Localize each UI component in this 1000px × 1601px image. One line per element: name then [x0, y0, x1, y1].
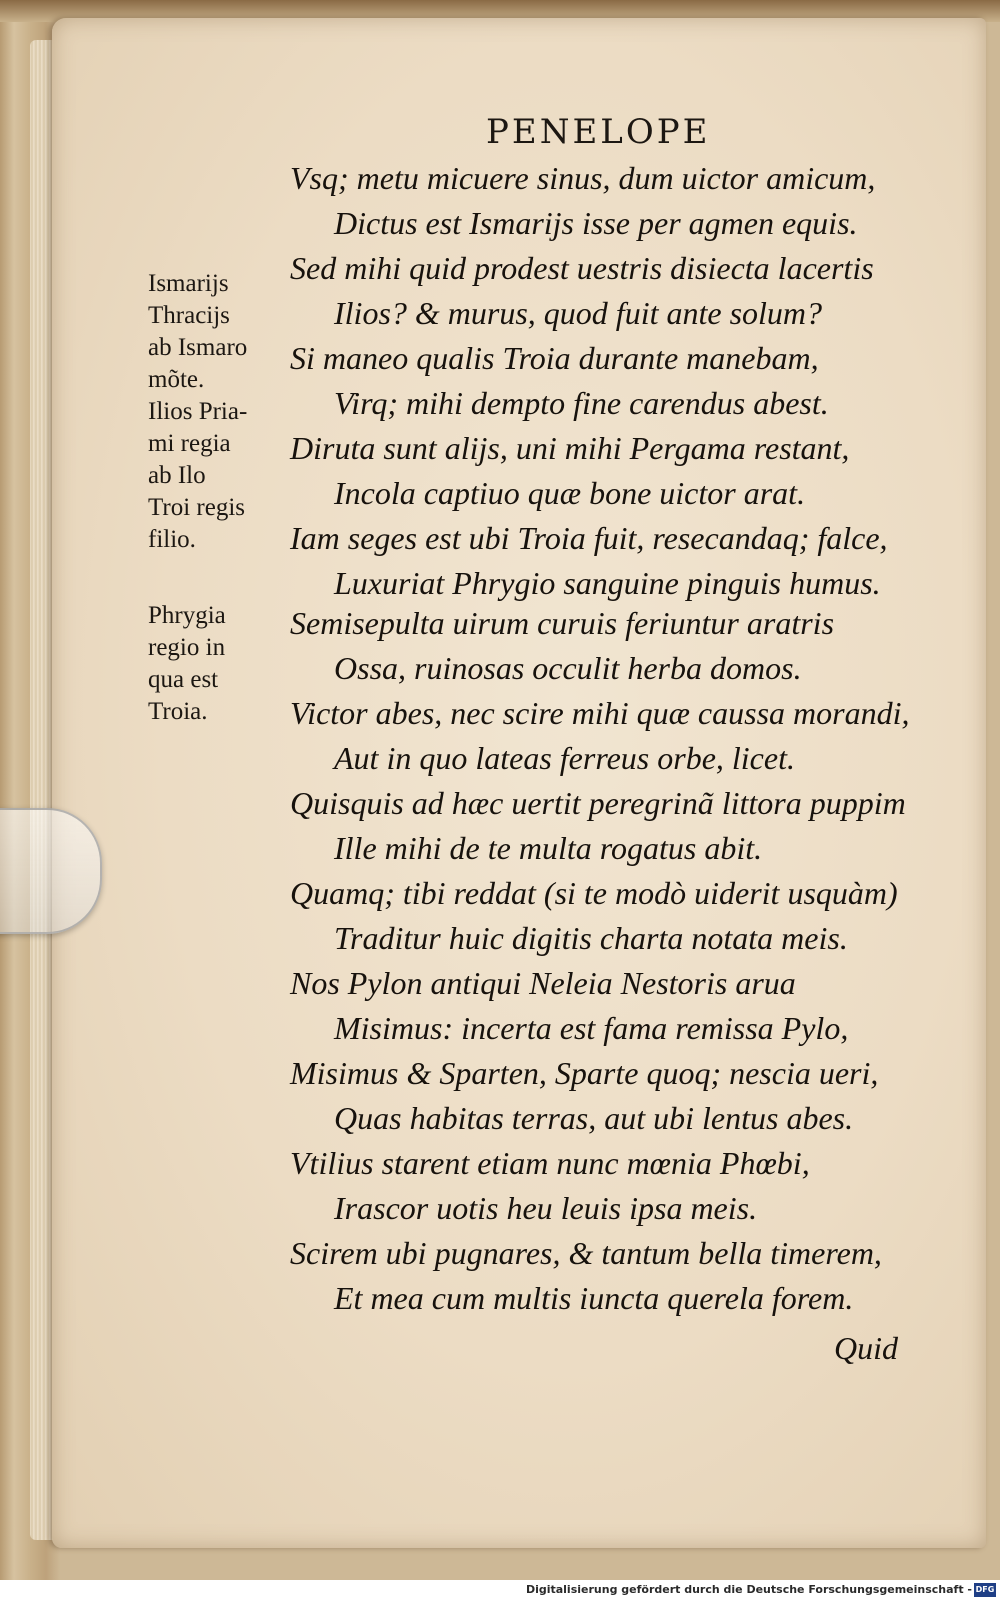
verse-line: Misimus & Sparten, Sparte quoq; nescia ueri,	[290, 1055, 879, 1091]
margin-note-ismarijs	[148, 268, 288, 556]
margin-note-line: ab Ismaro	[148, 334, 248, 361]
verse-line: Ilios? & murus, quod fuit ante solum?	[334, 295, 823, 331]
verse-line: Semisepulta uirum curuis feriuntur aratris	[290, 605, 835, 641]
verse-line: Victor abes, nec scire mihi quæ caussa morandi,	[290, 695, 910, 731]
margin-note-line: filio.	[148, 526, 196, 553]
verse-line: Ille mihi de te multa rogatus abit.	[334, 830, 763, 866]
margin-note-phrygia	[148, 600, 288, 728]
verse-line: Quamq; tibi reddat (si te modò uiderit usquàm)	[290, 875, 898, 911]
verse-line: Vtilius starent etiam nunc mœnia Phœbi,	[290, 1145, 810, 1181]
verse-line: Si maneo qualis Troia durante manebam,	[290, 340, 819, 376]
margin-note-line: mõte.	[148, 366, 205, 393]
verse-line: Diruta sunt alijs, uni mihi Pergama restant,	[290, 430, 850, 466]
verse-line: Traditur huic digitis charta notata meis.	[334, 920, 848, 956]
verse-line: Ossa, ruinosas occulit herba domos.	[334, 650, 802, 686]
dfg-logo-icon: DFG	[974, 1583, 996, 1597]
margin-note-line: Troi regis	[148, 494, 246, 521]
verse-line: Iam seges est ubi Troia fuit, resecandaq; falce,	[290, 520, 888, 556]
verse-line: Irascor uotis heu leuis ipsa meis.	[334, 1190, 758, 1226]
margin-note-line: regio in	[148, 634, 226, 661]
verse-line: Luxuriat Phrygio sanguine pinguis humus.	[334, 565, 881, 601]
verse-line: Dictus est Ismarijs isse per agmen equis.	[334, 205, 858, 241]
verse-line: Virq; mihi dempto fine carendus abest.	[334, 385, 829, 421]
verse-line: Quas habitas terras, aut ubi lentus abes.	[334, 1100, 854, 1136]
margin-note-line: Ilios Pria-	[148, 398, 248, 425]
verse-line: Aut in quo lateas ferreus orbe, licet.	[334, 740, 795, 776]
book-page	[52, 18, 986, 1548]
funding-credit: Digitalisierung gefördert durch die Deutsche Forschungsgemeinschaft -	[525, 1583, 972, 1596]
verse-line: Misimus: incerta est fama remissa Pylo,	[334, 1010, 849, 1046]
margin-note-line: qua est	[148, 666, 219, 693]
verse-line: Vsq; metu micuere sinus, dum uictor amicum,	[290, 160, 876, 196]
margin-notes	[148, 268, 288, 728]
footer-strip	[0, 1580, 1000, 1601]
running-head: PENELOPE	[486, 112, 711, 152]
catchword: Quid	[834, 1330, 898, 1366]
margin-note-line: Thracijs	[148, 302, 230, 329]
verse-line: Sed mihi quid prodest uestris disiecta lacertis	[290, 250, 874, 286]
margin-note-line: Troia.	[148, 698, 208, 725]
margin-note-line: mi regia	[148, 430, 231, 457]
verse-line: Quisquis ad hæc uertit peregrinã littora puppim	[290, 785, 906, 821]
verse-line: Incola captiuo quæ bone uictor arat.	[334, 475, 806, 511]
margin-note-line: Ismarijs	[148, 270, 229, 297]
verse-line: Nos Pylon antiqui Neleia Nestoris arua	[290, 965, 796, 1001]
margin-note-line: Phrygia	[148, 602, 226, 629]
page-clip	[0, 808, 102, 934]
verse-line: Scirem ubi pugnares, & tantum bella timerem,	[290, 1235, 882, 1271]
verse-line: Et mea cum multis iuncta querela forem.	[334, 1280, 854, 1316]
margin-note-line: ab Ilo	[148, 462, 206, 489]
